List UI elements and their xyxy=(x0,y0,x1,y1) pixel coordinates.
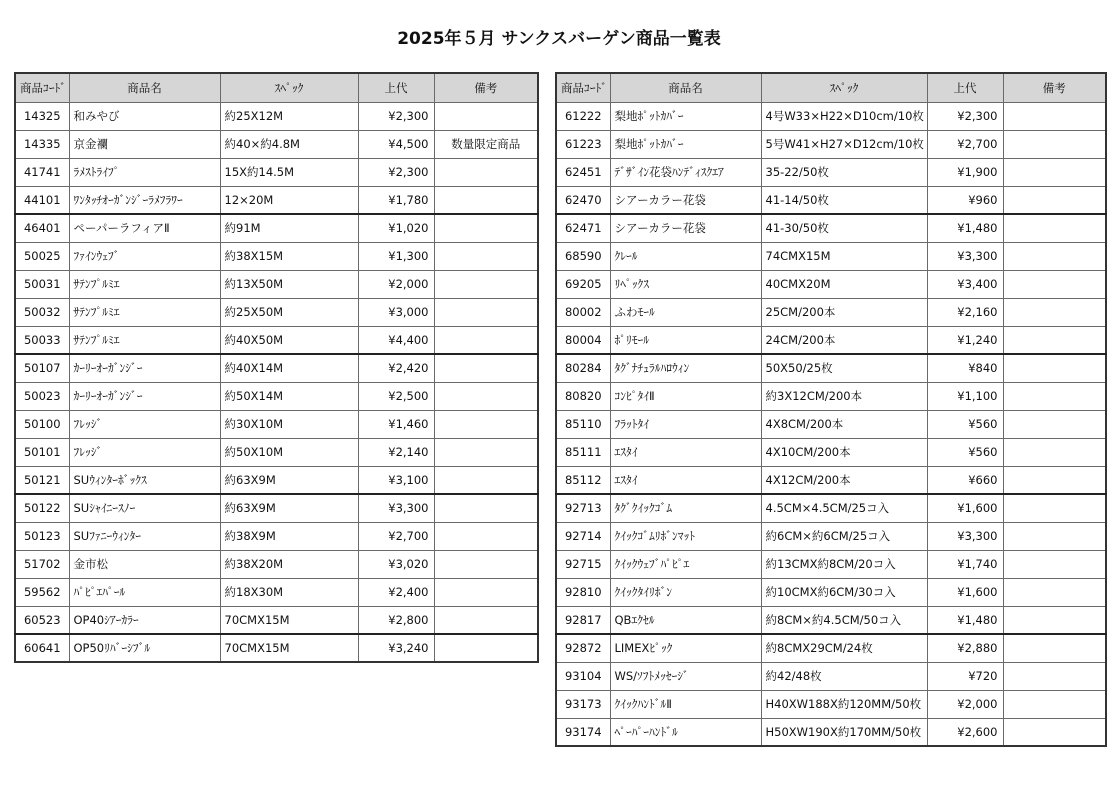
cell-spec: H50XW190X約170MM/50枚 xyxy=(761,718,927,746)
cell-price: ¥1,480 xyxy=(927,606,1003,634)
cell-note: 数量限定商品 xyxy=(434,130,538,158)
cell-price: ¥720 xyxy=(927,662,1003,690)
table-header-row xyxy=(15,73,538,102)
cell-price: ¥2,420 xyxy=(358,354,434,382)
cell-code: 14335 xyxy=(15,130,69,158)
header-note: 備考 xyxy=(1003,73,1106,102)
table-row xyxy=(556,298,1106,326)
cell-note xyxy=(434,494,538,522)
cell-note xyxy=(434,634,538,662)
cell-code: 80284 xyxy=(556,354,610,382)
cell-price: ¥1,600 xyxy=(927,578,1003,606)
table-row xyxy=(15,130,538,158)
cell-name: ﾘﾍﾟｯｸｽ xyxy=(610,270,761,298)
cell-note xyxy=(1003,494,1106,522)
cell-price: ¥2,400 xyxy=(358,578,434,606)
cell-spec: 15X約14.5M xyxy=(220,158,358,186)
cell-name: QBｴｸｾﾙ xyxy=(610,606,761,634)
cell-note xyxy=(1003,214,1106,242)
cell-price: ¥3,240 xyxy=(358,634,434,662)
cell-price: ¥660 xyxy=(927,466,1003,494)
cell-spec: 約38X20M xyxy=(220,550,358,578)
cell-name: ﾌﾗｯﾄﾀｲ xyxy=(610,410,761,438)
cell-price: ¥3,300 xyxy=(927,242,1003,270)
cell-price: ¥2,000 xyxy=(927,690,1003,718)
cell-spec: 70CMX15M xyxy=(220,606,358,634)
cell-code: 50023 xyxy=(15,382,69,410)
table-row xyxy=(15,382,538,410)
product-table-right xyxy=(555,72,1107,747)
cell-price: ¥2,700 xyxy=(358,522,434,550)
cell-note xyxy=(1003,606,1106,634)
cell-spec: 24CM/200本 xyxy=(761,326,927,354)
cell-spec: 約38X15M xyxy=(220,242,358,270)
cell-code: 62471 xyxy=(556,214,610,242)
cell-code: 50121 xyxy=(15,466,69,494)
cell-note xyxy=(434,354,538,382)
cell-name: ﾃﾞｻﾞｲﾝ花袋ﾊﾝﾃﾞｨｽｸｴｱ xyxy=(610,158,761,186)
table-row xyxy=(556,186,1106,214)
product-table-left xyxy=(14,72,539,663)
cell-code: 62451 xyxy=(556,158,610,186)
cell-name: OP50ﾘﾊﾞｰｼﾌﾞﾙ xyxy=(69,634,220,662)
cell-name: ﾌﾚｯｼﾞ xyxy=(69,410,220,438)
cell-spec: 約63X9M xyxy=(220,494,358,522)
cell-name: ｶｰﾘｰｵｰｶﾞﾝｼﾞｰ xyxy=(69,354,220,382)
table-row xyxy=(556,158,1106,186)
cell-spec: 約38X9M xyxy=(220,522,358,550)
cell-name: ｶｰﾘｰｵｰｶﾞﾝｼﾞｰ xyxy=(69,382,220,410)
cell-code: 85110 xyxy=(556,410,610,438)
table-row xyxy=(556,242,1106,270)
cell-note xyxy=(1003,130,1106,158)
cell-name: SUｳｨﾝﾀｰﾎﾞｯｸｽ xyxy=(69,466,220,494)
cell-price: ¥1,740 xyxy=(927,550,1003,578)
cell-price: ¥840 xyxy=(927,354,1003,382)
cell-name: ﾀｸﾞﾅﾁｭﾗﾙﾊﾛｳｨﾝ xyxy=(610,354,761,382)
cell-note xyxy=(1003,466,1106,494)
cell-spec: 約30X10M xyxy=(220,410,358,438)
cell-spec: 40CMX20M xyxy=(761,270,927,298)
cell-spec: 約91M xyxy=(220,214,358,242)
cell-price: ¥1,300 xyxy=(358,242,434,270)
cell-spec: 約3X12CM/200本 xyxy=(761,382,927,410)
cell-price: ¥2,600 xyxy=(927,718,1003,746)
cell-spec: 約50X10M xyxy=(220,438,358,466)
cell-name: ｺﾝﾋﾟﾀｲⅡ xyxy=(610,382,761,410)
table-row xyxy=(556,662,1106,690)
cell-code: 41741 xyxy=(15,158,69,186)
table-row xyxy=(15,214,538,242)
table-row xyxy=(15,158,538,186)
cell-spec: 約63X9M xyxy=(220,466,358,494)
cell-note xyxy=(434,466,538,494)
header-spec: ｽﾍﾟｯｸ xyxy=(220,73,358,102)
cell-note xyxy=(1003,158,1106,186)
table-row xyxy=(15,494,538,522)
cell-name: ｸｲｯｸｳｪﾌﾞﾊﾟﾋﾟｴ xyxy=(610,550,761,578)
cell-code: 80002 xyxy=(556,298,610,326)
cell-name: シアーカラー花袋 xyxy=(610,186,761,214)
cell-spec: 4X12CM/200本 xyxy=(761,466,927,494)
table-row xyxy=(15,606,538,634)
cell-price: ¥960 xyxy=(927,186,1003,214)
cell-note xyxy=(1003,326,1106,354)
table-row xyxy=(556,130,1106,158)
table-row xyxy=(15,298,538,326)
cell-note xyxy=(1003,662,1106,690)
table-header-row xyxy=(556,73,1106,102)
cell-price: ¥2,300 xyxy=(927,102,1003,130)
cell-code: 92714 xyxy=(556,522,610,550)
table-row xyxy=(15,410,538,438)
cell-spec: 約6CM×約6CM/25コ入 xyxy=(761,522,927,550)
cell-note xyxy=(1003,270,1106,298)
cell-name: ﾌﾚｯｼﾞ xyxy=(69,438,220,466)
cell-price: ¥1,100 xyxy=(927,382,1003,410)
cell-price: ¥1,900 xyxy=(927,158,1003,186)
cell-price: ¥560 xyxy=(927,410,1003,438)
header-price: 上代 xyxy=(358,73,434,102)
cell-code: 80004 xyxy=(556,326,610,354)
cell-spec: H40XW188X約120MM/50枚 xyxy=(761,690,927,718)
table-row xyxy=(556,522,1106,550)
cell-price: ¥1,780 xyxy=(358,186,434,214)
cell-code: 59562 xyxy=(15,578,69,606)
cell-note xyxy=(434,242,538,270)
table-row xyxy=(15,634,538,662)
cell-note xyxy=(434,522,538,550)
cell-code: 50101 xyxy=(15,438,69,466)
table-row xyxy=(556,578,1106,606)
cell-price: ¥1,600 xyxy=(927,494,1003,522)
cell-spec: 約8CM×約4.5CM/50コ入 xyxy=(761,606,927,634)
header-name: 商品名 xyxy=(610,73,761,102)
cell-note xyxy=(1003,354,1106,382)
cell-code: 68590 xyxy=(556,242,610,270)
cell-note xyxy=(434,158,538,186)
cell-name: ｴｽﾀｲ xyxy=(610,438,761,466)
table-row xyxy=(556,326,1106,354)
cell-spec: 約8CMX29CM/24枚 xyxy=(761,634,927,662)
cell-price: ¥2,300 xyxy=(358,158,434,186)
cell-name: ﾊﾟﾋﾟｴﾊﾟｰﾙ xyxy=(69,578,220,606)
header-price: 上代 xyxy=(927,73,1003,102)
cell-spec: 35-22/50枚 xyxy=(761,158,927,186)
table-row xyxy=(556,102,1106,130)
cell-code: 50025 xyxy=(15,242,69,270)
cell-spec: 約25X50M xyxy=(220,298,358,326)
cell-code: 93174 xyxy=(556,718,610,746)
cell-spec: 12×20M xyxy=(220,186,358,214)
cell-note xyxy=(1003,634,1106,662)
header-spec: ｽﾍﾟｯｸ xyxy=(761,73,927,102)
cell-code: 62470 xyxy=(556,186,610,214)
cell-code: 80820 xyxy=(556,382,610,410)
cell-name: ｻﾃﾝﾌﾟﾙﾐｴ xyxy=(69,270,220,298)
cell-code: 92810 xyxy=(556,578,610,606)
table-row xyxy=(15,186,538,214)
cell-name: SUﾌｧﾆｰｳｨﾝﾀｰ xyxy=(69,522,220,550)
cell-note xyxy=(434,606,538,634)
table-row xyxy=(556,690,1106,718)
table-row xyxy=(556,270,1106,298)
cell-note xyxy=(434,298,538,326)
cell-spec: 4X10CM/200本 xyxy=(761,438,927,466)
table-row xyxy=(15,550,538,578)
table-row xyxy=(15,242,538,270)
cell-code: 92715 xyxy=(556,550,610,578)
cell-name: WS/ｿﾌﾄﾒｯｾｰｼﾞ xyxy=(610,662,761,690)
cell-spec: 約18X30M xyxy=(220,578,358,606)
cell-price: ¥3,300 xyxy=(358,494,434,522)
header-code: 商品ｺｰﾄﾞ xyxy=(556,73,610,102)
cell-note xyxy=(1003,410,1106,438)
cell-spec: 5号W41×H27×D12cm/10枚 xyxy=(761,130,927,158)
cell-spec: 41-30/50枚 xyxy=(761,214,927,242)
cell-code: 44101 xyxy=(15,186,69,214)
cell-note xyxy=(1003,186,1106,214)
cell-spec: 約50X14M xyxy=(220,382,358,410)
cell-spec: 約40X50M xyxy=(220,326,358,354)
cell-spec: 約40X14M xyxy=(220,354,358,382)
header-name: 商品名 xyxy=(69,73,220,102)
cell-note xyxy=(434,578,538,606)
cell-code: 85112 xyxy=(556,466,610,494)
table-row xyxy=(15,326,538,354)
cell-name: LIMEXﾋﾟｯｸ xyxy=(610,634,761,662)
header-code: 商品ｺｰﾄﾞ xyxy=(15,73,69,102)
cell-code: 60523 xyxy=(15,606,69,634)
cell-note xyxy=(434,270,538,298)
cell-code: 50032 xyxy=(15,298,69,326)
table-row xyxy=(556,466,1106,494)
table-row xyxy=(15,354,538,382)
cell-note xyxy=(434,214,538,242)
cell-note xyxy=(434,186,538,214)
cell-name: ｸｲｯｸﾀｲﾘﾎﾞﾝ xyxy=(610,578,761,606)
header-note: 備考 xyxy=(434,73,538,102)
cell-note xyxy=(1003,578,1106,606)
cell-price: ¥3,000 xyxy=(358,298,434,326)
cell-name: ｸﾚｰﾙ xyxy=(610,242,761,270)
table-row xyxy=(556,382,1106,410)
cell-code: 50123 xyxy=(15,522,69,550)
cell-note xyxy=(1003,298,1106,326)
cell-code: 51702 xyxy=(15,550,69,578)
cell-spec: 約42/48枚 xyxy=(761,662,927,690)
cell-note xyxy=(1003,102,1106,130)
cell-name: SUｼｬｲﾆｰｽﾉｰ xyxy=(69,494,220,522)
cell-note xyxy=(434,438,538,466)
cell-name: ﾌｧｲﾝｳｪﾌﾞ xyxy=(69,242,220,270)
cell-price: ¥4,500 xyxy=(358,130,434,158)
table-row xyxy=(556,214,1106,242)
cell-price: ¥3,400 xyxy=(927,270,1003,298)
cell-price: ¥2,140 xyxy=(358,438,434,466)
cell-code: 61222 xyxy=(556,102,610,130)
cell-spec: 25CM/200本 xyxy=(761,298,927,326)
cell-code: 92817 xyxy=(556,606,610,634)
cell-code: 50107 xyxy=(15,354,69,382)
cell-spec: 50X50/25枚 xyxy=(761,354,927,382)
cell-spec: 約40×約4.8M xyxy=(220,130,358,158)
cell-spec: 4.5CM×4.5CM/25コ入 xyxy=(761,494,927,522)
table-row xyxy=(556,494,1106,522)
cell-note xyxy=(1003,438,1106,466)
cell-code: 92713 xyxy=(556,494,610,522)
cell-code: 50033 xyxy=(15,326,69,354)
cell-name: ﾀｸﾞｸｲｯｸｺﾞﾑ xyxy=(610,494,761,522)
cell-name: 京金襴 xyxy=(69,130,220,158)
cell-code: 69205 xyxy=(556,270,610,298)
table-row xyxy=(556,634,1106,662)
cell-price: ¥3,100 xyxy=(358,466,434,494)
cell-price: ¥3,300 xyxy=(927,522,1003,550)
cell-price: ¥3,020 xyxy=(358,550,434,578)
cell-price: ¥2,700 xyxy=(927,130,1003,158)
cell-code: 50100 xyxy=(15,410,69,438)
cell-code: 60641 xyxy=(15,634,69,662)
table-row xyxy=(556,438,1106,466)
table-row xyxy=(556,410,1106,438)
cell-code: 50031 xyxy=(15,270,69,298)
table-row xyxy=(15,578,538,606)
cell-price: ¥2,880 xyxy=(927,634,1003,662)
cell-price: ¥2,160 xyxy=(927,298,1003,326)
table-row xyxy=(15,466,538,494)
cell-price: ¥4,400 xyxy=(358,326,434,354)
cell-code: 85111 xyxy=(556,438,610,466)
cell-note xyxy=(434,550,538,578)
cell-price: ¥1,460 xyxy=(358,410,434,438)
table-row xyxy=(15,270,538,298)
cell-spec: 約10CMX約6CM/30コ入 xyxy=(761,578,927,606)
cell-note xyxy=(1003,690,1106,718)
cell-name: シアーカラー花袋 xyxy=(610,214,761,242)
table-row xyxy=(556,718,1106,746)
table-row xyxy=(15,102,538,130)
cell-price: ¥2,500 xyxy=(358,382,434,410)
cell-name: ﾗﾒｽﾄﾗｲﾌﾟ xyxy=(69,158,220,186)
cell-name: ｴｽﾀｲ xyxy=(610,466,761,494)
cell-code: 46401 xyxy=(15,214,69,242)
cell-name: ﾎﾟﾘﾓｰﾙ xyxy=(610,326,761,354)
cell-spec: 4X8CM/200本 xyxy=(761,410,927,438)
cell-name: 金市松 xyxy=(69,550,220,578)
cell-name: OP40ｼｱｰｶﾗｰ xyxy=(69,606,220,634)
cell-price: ¥1,480 xyxy=(927,214,1003,242)
cell-price: ¥1,020 xyxy=(358,214,434,242)
cell-price: ¥560 xyxy=(927,438,1003,466)
cell-code: 50122 xyxy=(15,494,69,522)
cell-note xyxy=(434,382,538,410)
cell-code: 14325 xyxy=(15,102,69,130)
cell-name: ﾍﾟｰﾊﾟｰﾊﾝﾄﾞﾙ xyxy=(610,718,761,746)
cell-spec: 74CMX15M xyxy=(761,242,927,270)
cell-name: 梨地ﾎﾟｯﾄｶﾊﾞｰ xyxy=(610,102,761,130)
cell-price: ¥2,300 xyxy=(358,102,434,130)
cell-spec: 4号W33×H22×D10cm/10枚 xyxy=(761,102,927,130)
cell-price: ¥1,240 xyxy=(927,326,1003,354)
cell-code: 93173 xyxy=(556,690,610,718)
cell-code: 61223 xyxy=(556,130,610,158)
cell-name: ﾜﾝﾀｯﾁｵｰｶﾞﾝｼﾞｰﾗﾒﾌﾗﾜｰ xyxy=(69,186,220,214)
cell-note xyxy=(1003,550,1106,578)
cell-name: ｸｲｯｸﾊﾝﾄﾞﾙⅡ xyxy=(610,690,761,718)
cell-code: 92872 xyxy=(556,634,610,662)
cell-note xyxy=(1003,718,1106,746)
table-row xyxy=(556,550,1106,578)
cell-name: ペーパーラフィアⅡ xyxy=(69,214,220,242)
cell-note xyxy=(1003,242,1106,270)
cell-note xyxy=(434,102,538,130)
cell-code: 93104 xyxy=(556,662,610,690)
cell-spec: 約13X50M xyxy=(220,270,358,298)
cell-note xyxy=(1003,382,1106,410)
cell-spec: 41-14/50枚 xyxy=(761,186,927,214)
cell-spec: 約13CMX約8CM/20コ入 xyxy=(761,550,927,578)
table-row xyxy=(15,522,538,550)
cell-price: ¥2,800 xyxy=(358,606,434,634)
cell-name: 和みやび xyxy=(69,102,220,130)
cell-name: ｸｲｯｸｺﾞﾑﾘﾎﾞﾝﾏｯﾄ xyxy=(610,522,761,550)
cell-name: ｻﾃﾝﾌﾟﾙﾐｴ xyxy=(69,326,220,354)
cell-name: ｻﾃﾝﾌﾟﾙﾐｴ xyxy=(69,298,220,326)
cell-note xyxy=(434,326,538,354)
cell-spec: 70CMX15M xyxy=(220,634,358,662)
table-row xyxy=(15,438,538,466)
cell-name: 梨地ﾎﾟｯﾄｶﾊﾞｰ xyxy=(610,130,761,158)
cell-name: ふわﾓｰﾙ xyxy=(610,298,761,326)
cell-note xyxy=(1003,522,1106,550)
cell-spec: 約25X12M xyxy=(220,102,358,130)
cell-note xyxy=(434,410,538,438)
table-row xyxy=(556,606,1106,634)
page-title: 2025年５月 サンクスバーゲン商品一覧表 xyxy=(397,29,721,49)
cell-price: ¥2,000 xyxy=(358,270,434,298)
table-row xyxy=(556,354,1106,382)
